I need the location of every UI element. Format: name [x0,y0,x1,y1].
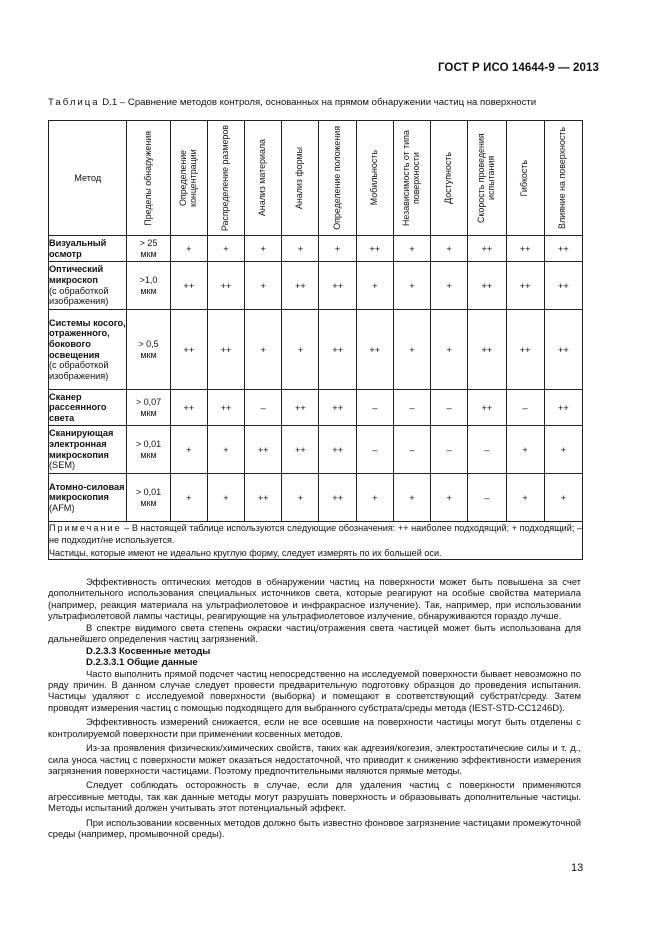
rating-cell: ++ [245,426,282,474]
method-note: (с обработкой изображения) [49,360,109,381]
rating-cell: ++ [319,474,356,522]
rating-cell: + [245,262,282,310]
rating-cell: ++ [544,390,582,426]
rating-cell: ++ [544,262,582,310]
method-name: Атомно-силовая микроскопия [49,481,125,503]
rating-cell: + [356,474,393,522]
detection-limit-value: > 0,07 [135,397,162,408]
column-header-label: Анализ материала [257,139,268,217]
rating-cell: ++ [468,236,506,262]
column-header [170,121,207,236]
column-header [245,121,282,236]
note-text-2: Частицы, которые имеют не идеально круглую форму, следует измерять по их большей оси. [49,547,442,558]
rating-cell: – [431,390,468,426]
column-header [431,121,468,236]
rating-cell: + [506,426,544,474]
method-cell [49,390,127,426]
rating-cell: – [393,426,430,474]
rating-cell: – [506,390,544,426]
rating-cell: + [356,262,393,310]
method-note: (с обработкой изображения) [49,285,109,307]
method-note: (SEM) [49,460,76,471]
detection-limit-cell [127,390,170,426]
rating-cell: ++ [544,310,582,390]
rating-cell: + [207,426,244,474]
rating-cell: ++ [468,310,506,390]
paragraph: Часто выполнить прямой подсчет частиц непосредственно на исследуемой поверхности бывает невозможно по ряду причин. В данном случае следует провести предварительную подготовку образцов до проведения испытания. Частицы удаляют с исследуемой поверхности (выборка) и помещают в соответствующий субстрат/среду. Затем проводят измерения частиц с помощью подходящего для выбранного субстрата/среды метода (IEST-STD-CC1246D). [48,668,581,714]
rating-cell: ++ [356,236,393,262]
rating-cell: ++ [468,390,506,426]
rating-cell: – [468,474,506,522]
rating-cell: ++ [319,310,356,390]
section-heading: D.2.3.3 Косвенные методы [86,645,211,657]
detection-limit-unit: мкм [140,407,157,418]
column-header [356,121,393,236]
rating-cell: ++ [544,236,582,262]
table-row [49,262,583,310]
column-header-label: Анализ формы [294,146,305,210]
rating-cell: + [544,426,582,474]
method-cell [49,426,127,474]
rating-cell: – [431,426,468,474]
rating-cell: + [207,236,244,262]
rating-cell: ++ [207,310,244,390]
column-header-label: Гибкость [519,159,530,197]
paragraph: Эффективность измерений снижается, если не все осевшие на поверхности частицы могут быть отделены с контролируемой поверхности при применении косвенных методов. [48,717,581,740]
column-header-label: Определение положения [331,126,342,230]
rating-cell: ++ [282,426,319,474]
method-name: Системы косого, отраженного, бокового освещения [49,317,126,360]
rating-cell: ++ [245,474,282,522]
column-header [393,121,430,236]
caption-number: D.1 [102,97,118,108]
column-header-label: Определение концентрации [177,149,198,207]
detection-limit-unit: мкм [140,449,157,460]
rating-cell: ++ [506,262,544,310]
caption-label: Таблица [48,97,100,108]
rating-cell: ++ [207,390,244,426]
table-row [49,426,583,474]
rating-cell: ++ [356,310,393,390]
column-header [544,121,582,236]
table-caption [48,97,628,108]
rating-cell: ++ [207,262,244,310]
method-name: Оптический микроскоп [49,264,104,285]
column-header-label: Влияние на поверхность [557,127,568,229]
column-header-label: Распределение размеров [219,124,230,232]
detection-limit-unit: мкм [140,497,157,508]
rating-cell: + [245,236,282,262]
column-header [207,121,244,236]
detection-limit-unit: мкм [140,285,157,296]
comparison-table [48,120,583,560]
page-number: 13 [571,862,584,874]
method-name: Визуальный осмотр [49,237,107,259]
rating-cell: + [282,236,319,262]
rating-cell: ++ [319,390,356,426]
table-row [49,310,583,390]
document-header: ГОСТ Р ИСО 14644-9 — 2013 [437,62,599,74]
method-name: Сканер рассеянного света [49,391,107,423]
method-column-header: Метод [49,121,127,236]
detection-limit-unit: мкм [140,248,157,259]
table-note [49,522,583,560]
method-cell [49,262,127,310]
rating-cell: + [431,310,468,390]
note-text: – В настоящей таблице используются следующие обозначения: ++ наиболее подходящий; + подходящий; – не подходит/не используется. [49,523,583,546]
rating-cell: ++ [170,310,207,390]
detection-limit-cell [127,262,170,310]
method-cell [49,236,127,262]
column-header [319,121,356,236]
detection-limit-cell [127,310,170,390]
detection-limit-cell [127,236,170,262]
detection-limit-value: > 25 [139,238,158,249]
rating-cell: + [282,310,319,390]
rating-cell: ++ [468,262,506,310]
column-header-label: Доступность [443,152,454,204]
rating-cell: + [544,474,582,522]
rating-cell: – [356,390,393,426]
column-header [282,121,319,236]
column-header-label: Скорость проведения испытания [475,133,496,223]
body-text [48,577,581,841]
rating-cell: + [393,236,430,262]
rating-cell: + [245,310,282,390]
rating-cell: + [506,474,544,522]
rating-cell: + [393,310,430,390]
rating-cell: ++ [506,236,544,262]
paragraph: Из-за проявления физических/химических свойств, таких как адгезия/когезия, электростатические силы и т. д., сила уноса частиц с поверхности может оказаться недостаточной, что приводит к снижению эффективности измерения загрязнения поверхности частицами. Поэтому предпочтительными являются прямые методы. [48,743,581,777]
column-header-label: Независимость от типа поверхности [401,130,421,226]
rating-cell: + [170,236,207,262]
note-lead: Примечание [49,523,122,533]
subsection-heading: D.2.3.3.1 Общие данные [86,657,198,669]
rating-cell: + [170,474,207,522]
method-cell [49,474,127,522]
rating-cell: ++ [170,390,207,426]
column-header [506,121,544,236]
rating-cell: ++ [319,426,356,474]
paragraph: В спектре видимого света степень окраски частиц/отражения света частицей может быть использована для дальнейшего определения частиц загрязнений. [48,622,581,646]
table-row [49,236,583,262]
detection-limit-value: > 0,5 [138,339,159,350]
rating-cell: ++ [282,390,319,426]
rating-cell: + [282,474,319,522]
rating-cell: – [393,390,430,426]
detection-limit-cell [127,474,170,522]
detection-limit-value: >1,0 [139,275,158,286]
paragraph: Эффективность оптических методов в обнаружении частиц на поверхности может быть повышена за счет дополнительного использования специальных источников света, которые реагируют на особые свойства материала (например, реакция материала на ультрафиолетовое и инфракрасное излучение). Так, например, при использовании ультрафиолетовой лампы частицы, реагирующие на ультрафиолетовое излучение, обнаруживаются гораздо лучше. [48,577,581,623]
column-header [468,121,506,236]
rating-cell: ++ [506,310,544,390]
table-header-row [49,121,583,236]
rating-cell: + [431,474,468,522]
rating-cell: – [245,390,282,426]
caption-text: – Сравнение методов контроля, основанных на прямом обнаружении частиц на поверхности [119,97,537,108]
rating-cell: – [468,426,506,474]
detection-limit-unit: мкм [140,349,157,360]
paragraph: Следует соблюдать осторожность в случае, если для удаления частиц с поверхности применяются агрессивные методы, так как данные методы могут разрушать поверхность и образовывать дополнительные частицы. Методы испытаний должен учитывать этот потенциальный эффект. [48,780,581,815]
table-row [49,390,583,426]
rating-cell: + [319,236,356,262]
rating-cell: + [393,474,430,522]
detection-limit-cell [127,426,170,474]
rating-cell: ++ [282,262,319,310]
rating-cell: ++ [170,262,207,310]
column-header-label: Пределы обнаружения [142,130,153,226]
rating-cell: – [356,426,393,474]
method-note: (AFM) [49,502,75,513]
detection-limit-value: > 0,01 [135,439,162,450]
rating-cell: + [431,236,468,262]
paragraph: При использовании косвенных методов должно быть известно фоновое загрязнение частицами промежуточной среды (например, промывочной среды). [48,817,581,841]
table-note-row [49,522,583,560]
column-header [127,121,170,236]
rating-cell: + [431,262,468,310]
rating-cell: + [207,474,244,522]
column-header-label: Мобильность [368,150,379,206]
rating-cell: + [170,426,207,474]
rating-cell: ++ [319,262,356,310]
table-row [49,474,583,522]
method-name: Сканирующая электронная микроскопия [49,428,114,460]
detection-limit-value: > 0,01 [135,487,162,498]
method-cell [49,310,127,390]
rating-cell: + [393,262,430,310]
